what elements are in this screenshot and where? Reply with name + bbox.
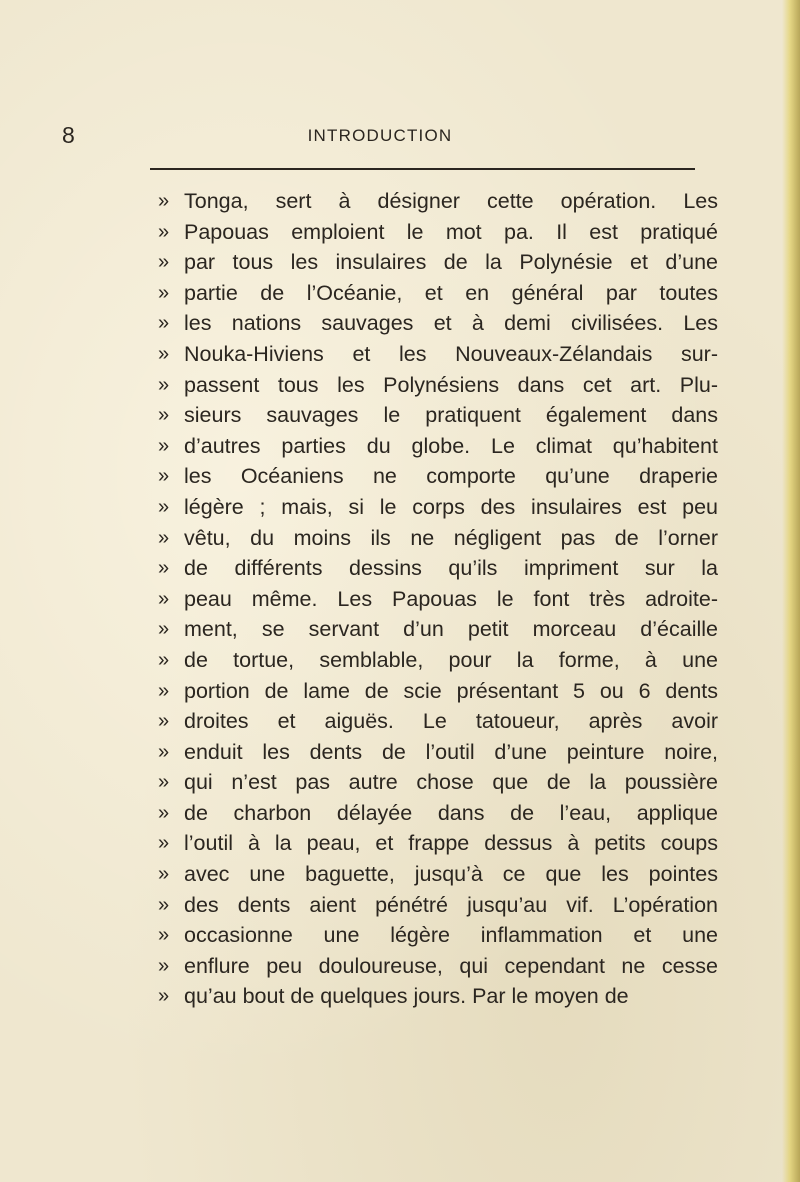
line-text: portion de lame de scie présentant 5 ou 6 dents [184,678,718,703]
running-head: INTRODUCTION [307,126,453,145]
text-line [158,798,718,829]
quote-mark: » [158,434,170,457]
text-line [158,859,718,890]
quote-mark: » [158,465,170,488]
quote-mark: » [158,220,170,243]
text-line [158,308,718,339]
text-line [158,737,718,768]
text-line [158,278,718,309]
text-line [158,431,718,462]
text-line [158,981,718,1012]
line-text: par tous les insulaires de la Polynésie et d’une [184,250,718,275]
text-line [158,584,718,615]
text-line [158,767,718,798]
text-line [158,614,718,645]
quote-mark: » [158,740,170,763]
quote-mark: » [158,832,170,855]
line-text: les nations sauvages et à demi civilisées. Les [184,311,718,336]
line-text: partie de l’Océanie, et en général par toutes [184,280,718,305]
line-text: Nouka-Hiviens et les Nouveaux-Zélandais sur- [184,341,718,366]
quote-mark: » [158,801,170,824]
text-line [158,706,718,737]
quote-mark: » [158,495,170,518]
text-line [158,890,718,921]
text-line [158,523,718,554]
line-text: Papouas emploient le mot pa. Il est pratiqué [184,219,718,244]
text-line [158,553,718,584]
quote-mark: » [158,312,170,335]
text-line [158,217,718,248]
quote-mark: » [158,526,170,549]
quote-mark: » [158,863,170,886]
line-text: occasionne une légère inflammation et une [184,923,718,948]
quote-mark: » [158,924,170,947]
line-text: ment, se servant d’un petit morceau d’écaille [184,617,718,642]
quote-mark: » [158,954,170,977]
body-text [158,186,718,1012]
quote-mark: » [158,281,170,304]
text-line [158,339,718,370]
line-text: enflure peu douloureuse, qui cependant ne cesse [184,953,718,978]
text-line [158,186,718,217]
line-text: enduit les dents de l’outil d’une peinture noire, [184,739,718,764]
text-line [158,645,718,676]
quote-mark: » [158,190,170,212]
line-text: sieurs sauvages le pratiquent également dans [184,403,718,428]
page-number: 8 [62,122,76,148]
line-text: passent tous les Polynésiens dans cet art. Plu- [184,372,718,397]
line-text: les Océaniens ne comporte qu’une draperie [184,464,718,489]
line-text: des dents aient pénétré jusqu’au vif. L’opération [184,892,718,917]
text-line [158,828,718,859]
text-line [158,400,718,431]
text-line [158,951,718,982]
header-rule [150,168,695,170]
quote-mark: » [158,251,170,274]
page-header [60,118,700,154]
text-line [158,920,718,951]
quote-mark: » [158,893,170,916]
quote-mark: » [158,557,170,580]
line-text: de charbon délayée dans de l’eau, applique [184,800,718,825]
line-text: peau même. Les Papouas le font très adroite- [184,586,718,611]
quote-mark: » [158,710,170,733]
line-text: de tortue, semblable, pour la forme, à une [184,647,718,672]
text-line [158,247,718,278]
line-text: d’autres parties du globe. Le climat qu’habitent [184,433,718,458]
quote-mark: » [158,985,170,1008]
line-text: avec une baguette, jusqu’à ce que les pointes [184,862,718,887]
quote-mark: » [158,679,170,702]
text-line [158,492,718,523]
line-text: l’outil à la peau, et frappe dessus à petits coups [184,831,718,856]
line-text: de différents dessins qu’ils impriment sur la [184,556,718,581]
line-text: Tonga, sert à désigner cette opération. Les [184,189,718,213]
quote-mark: » [158,771,170,794]
quote-mark: » [158,342,170,365]
line-text: vêtu, du moins ils ne négligent pas de l’orner [184,525,718,550]
text-line [158,370,718,401]
quote-mark: » [158,587,170,610]
text-line [158,676,718,707]
line-text: qui n’est pas autre chose que de la poussière [184,770,718,795]
line-text: droites et aiguës. Le tatoueur, après avoir [184,709,718,734]
quote-mark: » [158,373,170,396]
quote-mark: » [158,618,170,641]
text-line [158,461,718,492]
page-edge-decoration [782,0,800,1182]
line-text: qu’au bout de quelques jours. Par le moyen de [184,984,629,1009]
quote-mark: » [158,648,170,671]
quote-mark: » [158,404,170,427]
line-text: légère ; mais, si le corps des insulaires est peu [184,494,718,519]
